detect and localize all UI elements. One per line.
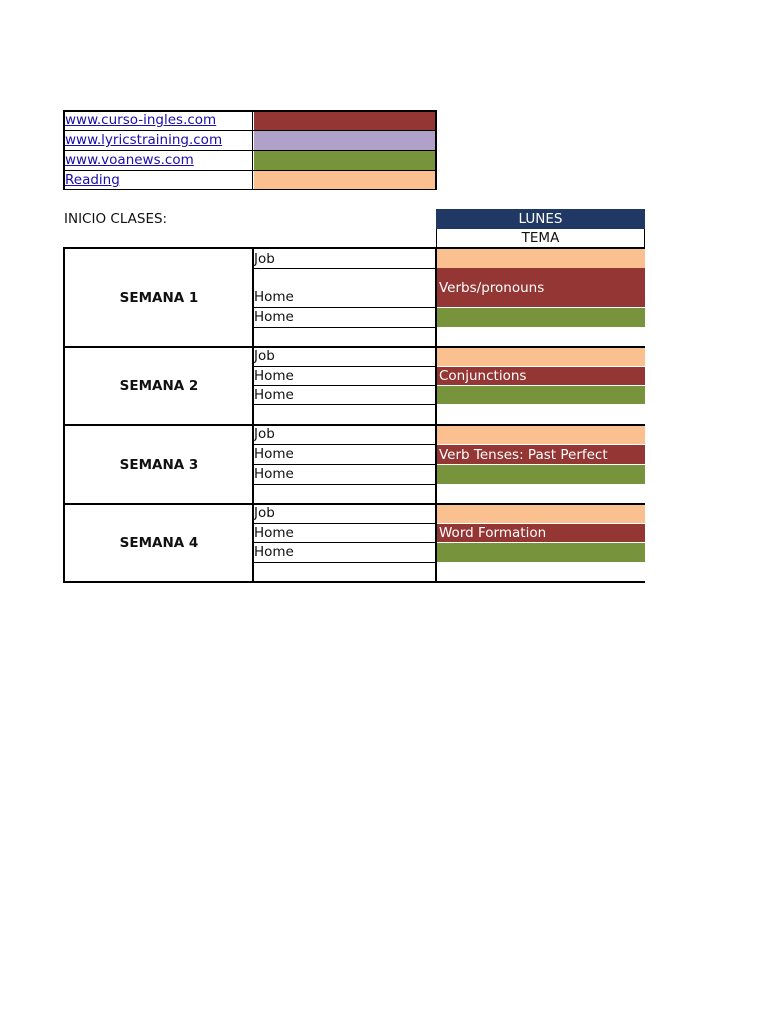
topic-cell-voanews — [437, 386, 645, 404]
topic-cell-voanews — [437, 465, 645, 484]
legend-link-voanews[interactable]: www.voanews.com — [65, 152, 194, 168]
inicio-clases-label: INICIO CLASES: — [64, 211, 168, 227]
week-label: SEMANA 4 — [63, 503, 253, 583]
day-header-lunes: LUNES — [436, 209, 645, 229]
legend-swatch-lyricstraining — [254, 131, 435, 150]
row-divider — [252, 404, 437, 405]
legend-swatch-reading — [254, 171, 435, 189]
activity-label: Home — [254, 368, 294, 384]
activity-label: Job — [254, 348, 275, 364]
activity-label: Home — [254, 466, 294, 482]
legend-link-reading[interactable]: Reading — [65, 172, 120, 188]
activity-label: Job — [254, 426, 275, 442]
topic-cell-curso-ingles: Conjunctions — [437, 367, 645, 385]
activity-label: Home — [254, 525, 294, 541]
legend — [63, 110, 437, 190]
activity-label: Home — [254, 309, 294, 325]
row-divider — [252, 484, 437, 485]
row-divider — [252, 327, 437, 328]
week-label: SEMANA 3 — [63, 424, 253, 505]
topic-cell-curso-ingles: Verb Tenses: Past Perfect — [437, 445, 645, 464]
topic-cell-reading — [437, 505, 645, 523]
activity-label: Job — [254, 505, 275, 521]
activity-label: Job — [254, 251, 275, 267]
topic-cell-voanews — [437, 543, 645, 562]
legend-link-lyricstraining[interactable]: www.lyricstraining.com — [65, 132, 223, 148]
legend-link-curso-ingles[interactable]: www.curso-ingles.com — [65, 112, 217, 128]
activity-label: Home — [254, 544, 294, 560]
topic-cell-reading — [437, 348, 645, 366]
row-divider — [252, 268, 437, 269]
week-label: SEMANA 2 — [63, 346, 253, 426]
legend-swatch-curso-ingles — [254, 112, 435, 130]
topic-cell-voanews — [437, 308, 645, 327]
legend-swatch-voanews — [254, 151, 435, 170]
activity-label: Home — [254, 387, 294, 403]
topic-cell-reading — [437, 426, 645, 444]
topic-cell-reading — [437, 249, 645, 268]
topic-cell-curso-ingles: Verbs/pronouns — [437, 268, 645, 307]
week-label: SEMANA 1 — [63, 247, 253, 348]
activity-label: Home — [254, 446, 294, 462]
tema-header: TEMA — [436, 229, 645, 249]
activity-label: Home — [254, 289, 294, 305]
row-divider — [252, 562, 437, 563]
topic-cell-curso-ingles: Word Formation — [437, 524, 645, 542]
